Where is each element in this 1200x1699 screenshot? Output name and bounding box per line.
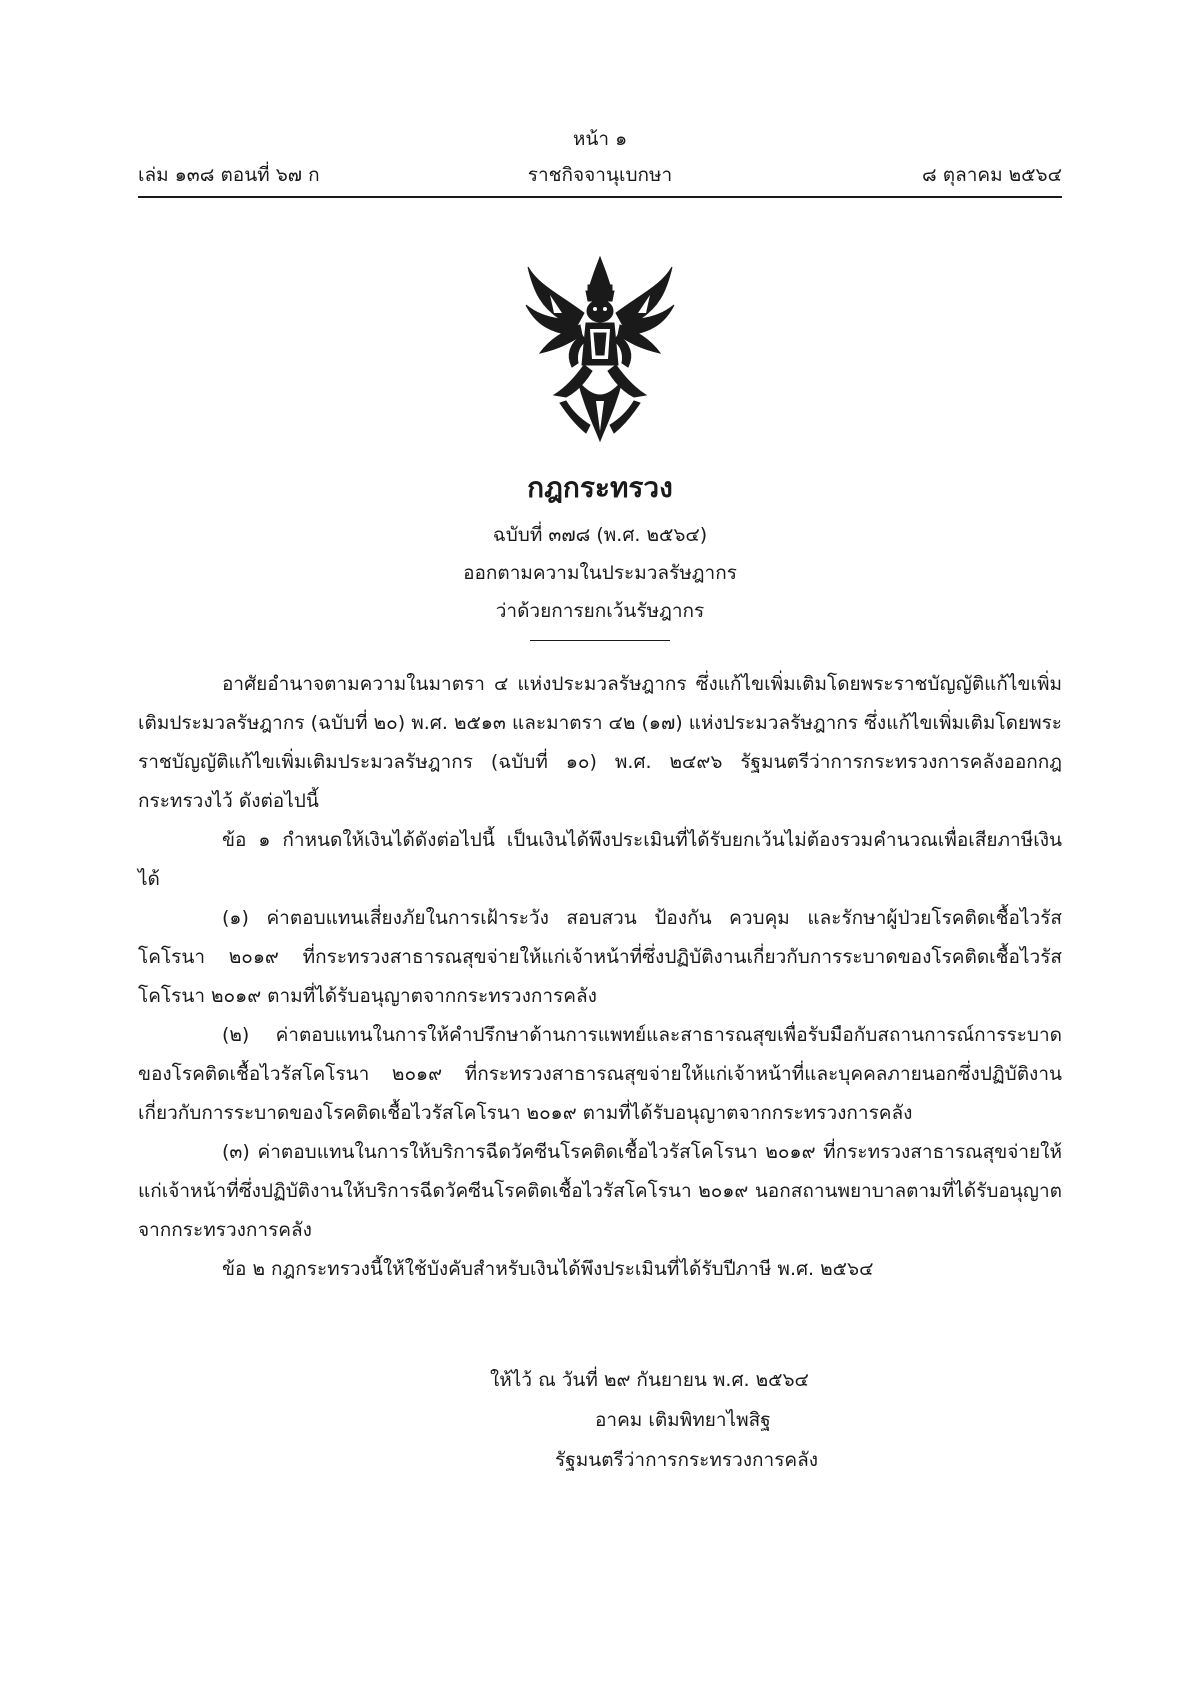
signatory-position: รัฐมนตรีว่าการกระทรวงการคลัง — [555, 1449, 819, 1471]
title-divider — [530, 640, 670, 641]
document-title-block — [0, 466, 1200, 634]
clause-1-item-2: (๒) ค่าตอบแทนในการให้คำปรึกษาด้านการแพทย์และสาธารณสุขเพื่อรับมือกับสถานการณ์การระบาดของโรคติดเชื้อไวรัสโคโรนา ๒๐๑๙ ที่กระทรวงสาธารณสุขจ่ายให้แก่เจ้าหน้าที่และบุคคลภายนอกซึ่งปฏิบัติงานเกี่ยวกับการระบาดของโรคติดเชื้อไวรัสโคโรนา ๒๐๑๙ ตามที่ได้รับอนุญาตจากกระทรวงการคลัง — [138, 1024, 1062, 1124]
clause-1: ข้อ ๑ กำหนดให้เงินได้ดังต่อไปนี้ เป็นเงินได้พึงประเมินที่ได้รับยกเว้นไม่ต้องรวมคำนวณเพื่อเสียภาษีเงินได้ — [138, 829, 1062, 890]
signature-block — [0, 1360, 1200, 1480]
edition-line: ฉบับที่ ๓๗๘ (พ.ศ. ๒๕๖๔) — [492, 524, 708, 546]
volume-issue: เล่ม ๑๓๘ ตอนที่ ๖๗ ก — [138, 164, 320, 186]
regulation-body — [138, 665, 1062, 1289]
header-divider — [138, 196, 1062, 198]
gazette-name: ราชกิจจานุเบกษา — [527, 164, 673, 186]
gazette-header — [138, 160, 1062, 190]
publication-date: ๘ ตุลาคม ๒๕๖๔ — [922, 164, 1062, 186]
clause-1-item-3: (๓) ค่าตอบแทนในการให้บริการฉีดวัคซีนโรคติดเชื้อไวรัสโคโรนา ๒๐๑๙ ที่กระทรวงสาธารณสุขจ่ายให้แก่เจ้าหน้าที่ซึ่งปฏิบัติงานให้บริการฉีดวัคซีนโรคติดเชื้อไวรัสโคโรนา ๒๐๑๙ นอกสถานพยาบาลตามที่ได้รับอนุญาตจากกระทรวงการคลัง — [138, 1141, 1062, 1241]
signatory-name: อาคม เติมพิทยาไพสิฐ — [595, 1409, 771, 1431]
garuda-emblem-icon — [520, 255, 680, 445]
subject-line: ว่าด้วยการยกเว้นรัษฎากร — [495, 600, 705, 622]
document-title: กฎกระทรวง — [527, 471, 673, 504]
issued-under-line: ออกตามความในประมวลรัษฎากร — [463, 562, 737, 584]
clause-2: ข้อ ๒ กฎกระทรวงนี้ให้ใช้บังคับสำหรับเงินได้พึงประเมินที่ได้รับปีภาษี พ.ศ. ๒๕๖๔ — [222, 1258, 874, 1280]
clause-1-item-1: (๑) ค่าตอบแทนเสี่ยงภัยในการเฝ้าระวัง สอบสวน ป้องกัน ควบคุม และรักษาผู้ป่วยโรคติดเชื้อไวรัสโคโรนา ๒๐๑๙ ที่กระทรวงสาธารณสุขจ่ายให้แก่เจ้าหน้าที่ซึ่งปฏิบัติงานเกี่ยวกับการระบาดของโรคติดเชื้อไวรัสโคโรนา ๒๐๑๙ ตามที่ได้รับอนุญาตจากกระทรวงการคลัง — [138, 907, 1062, 1007]
given-date: ให้ไว้ ณ วันที่ ๒๙ กันยายน พ.ศ. ๒๕๖๔ — [490, 1369, 809, 1391]
preamble-paragraph: อาศัยอำนาจตามความในมาตรา ๔ แห่งประมวลรัษฎากร ซึ่งแก้ไขเพิ่มเติมโดยพระราชบัญญัติแก้ไขเพิ่มเติมประมวลรัษฎากร (ฉบับที่ ๒๐) พ.ศ. ๒๕๑๓ และมาตรา ๔๒ (๑๗) แห่งประมวลรัษฎากร ซึ่งแก้ไขเพิ่มเติมโดยพระราชบัญญัติแก้ไขเพิ่มเติมประมวลรัษฎากร (ฉบับที่ ๑๐) พ.ศ. ๒๔๙๖ รัฐมนตรีว่าการกระทรวงการคลังออกกฎกระทรวงไว้ ดังต่อไปนี้ — [138, 673, 1062, 812]
page-number: หน้า ๑ — [572, 128, 628, 150]
